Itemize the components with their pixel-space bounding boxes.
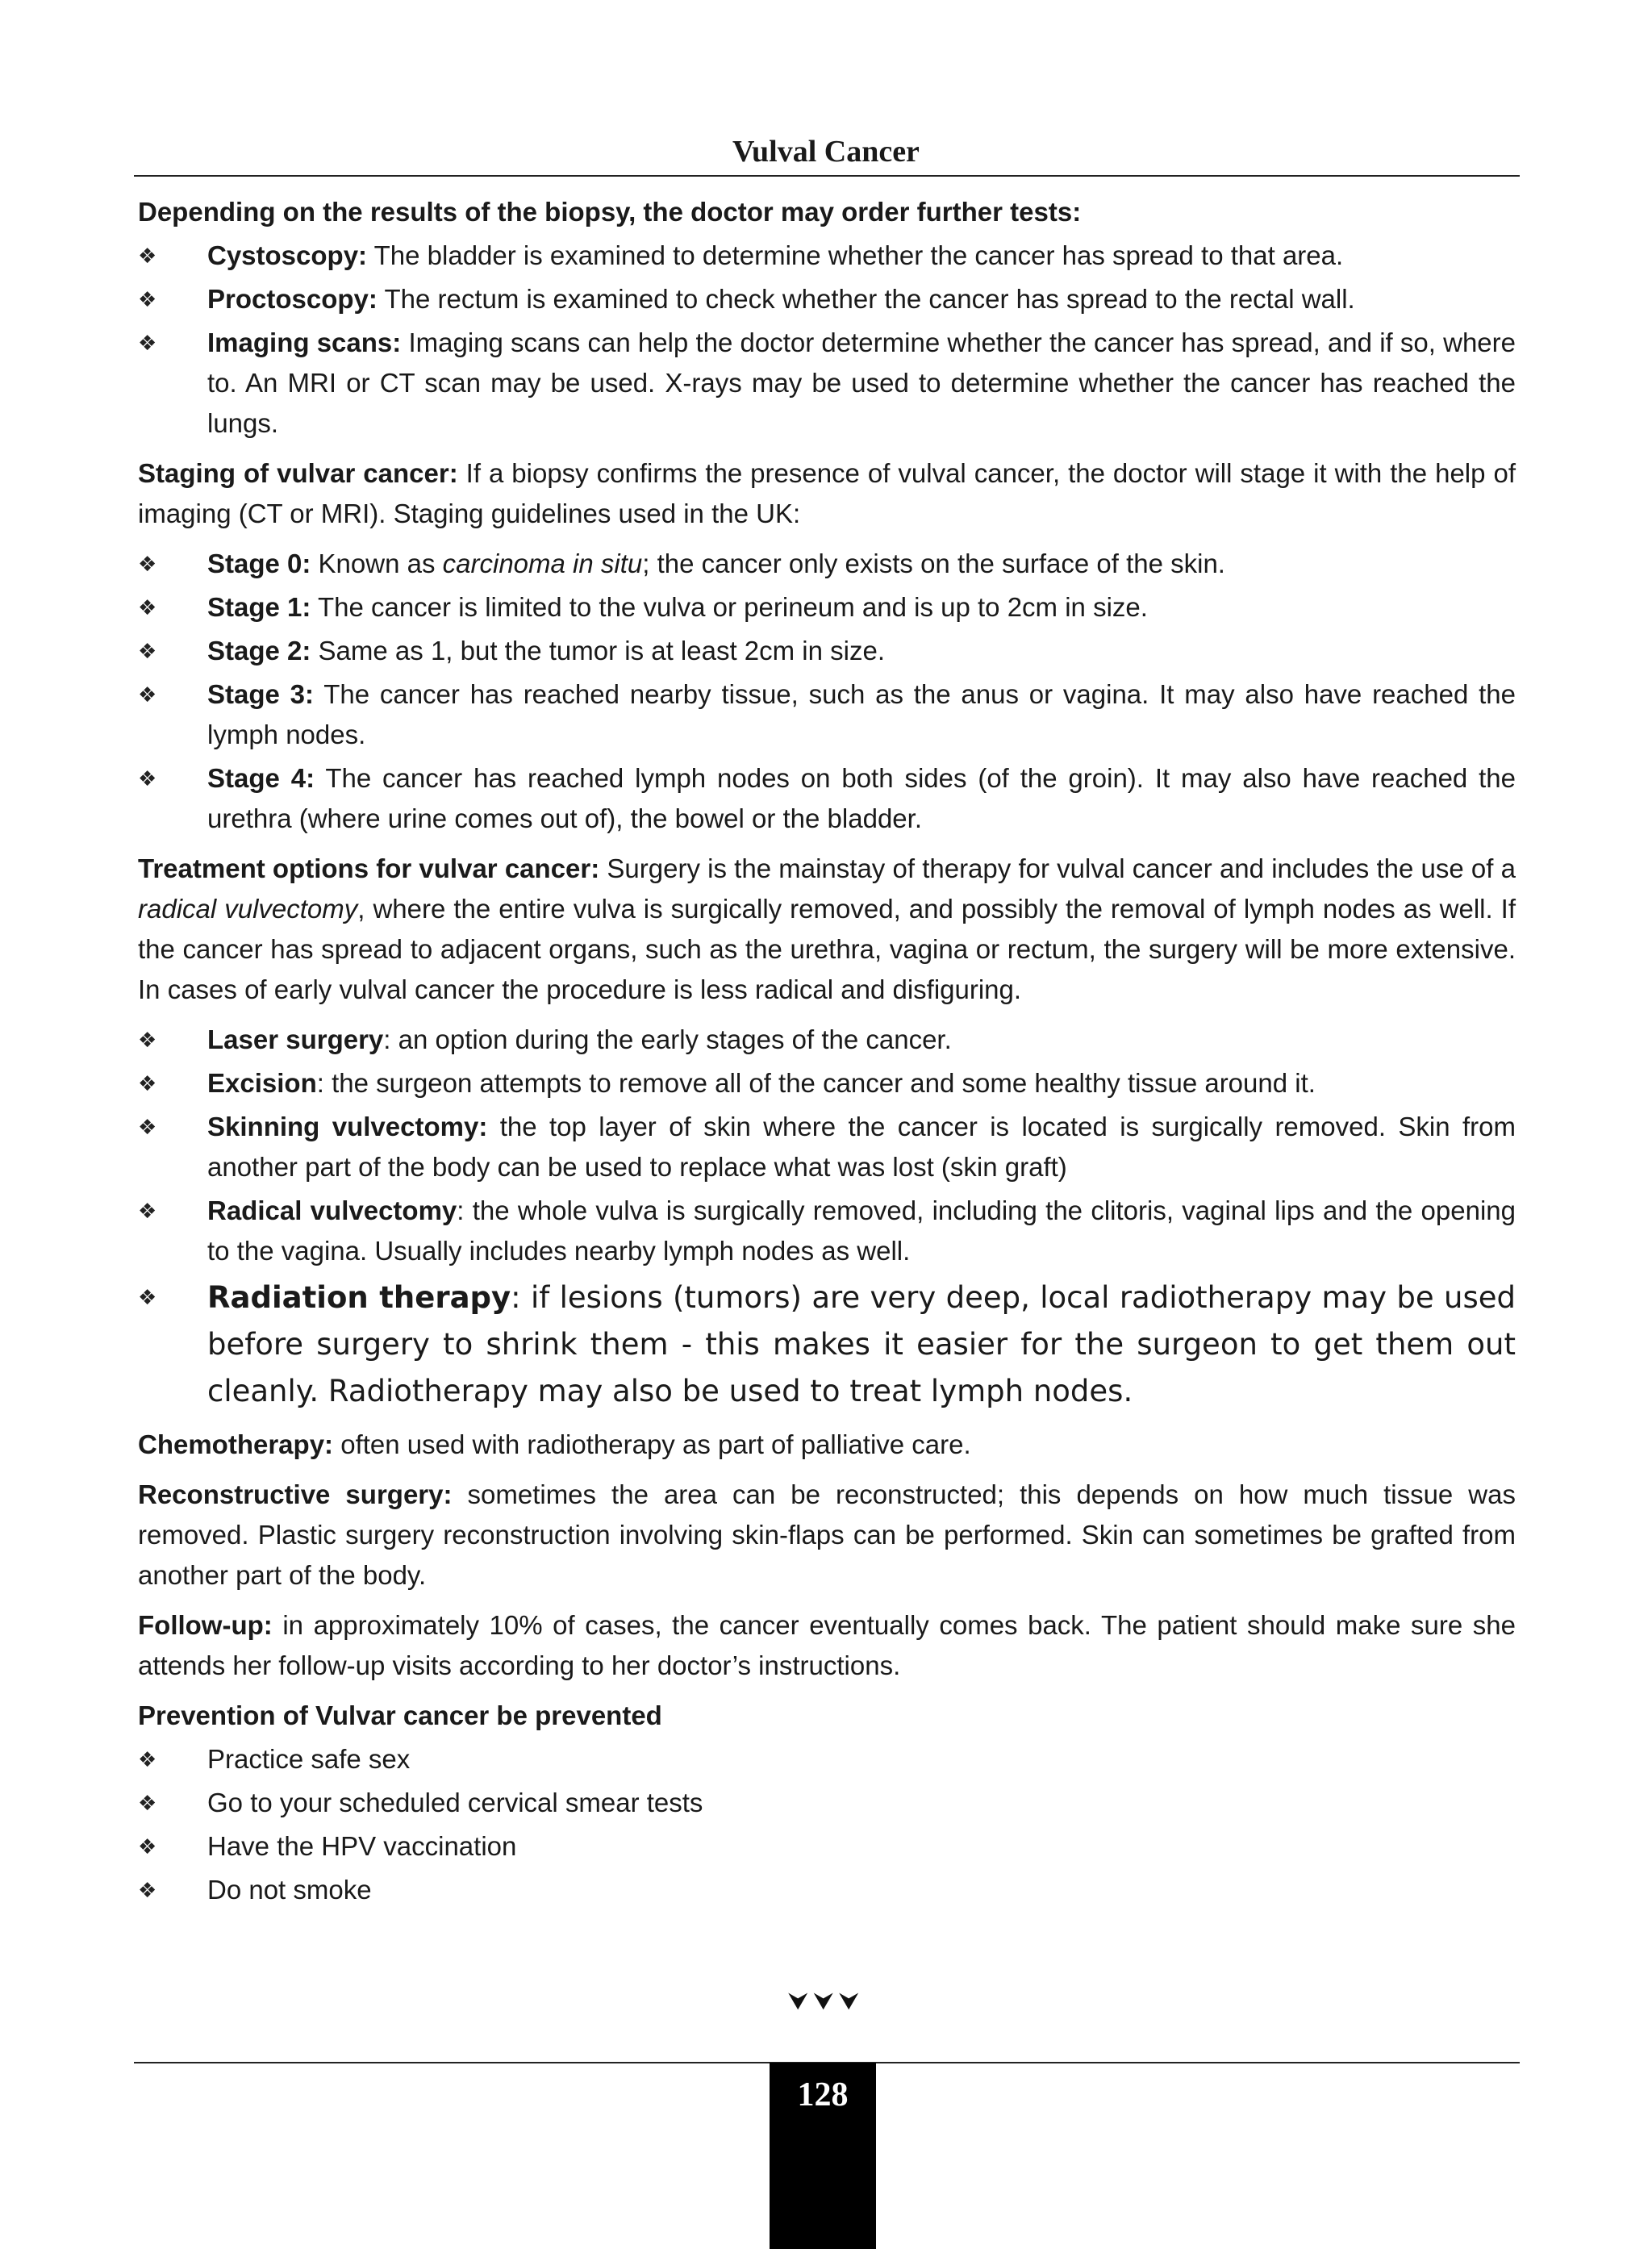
- list-item: ❖ Cystoscopy: The bladder is examined to determine whether the cancer has spread to that area.: [138, 236, 1516, 276]
- list-item: ❖ Excision: the surgeon attempts to remove all of the cancer and some healthy tissue around it.: [138, 1063, 1516, 1104]
- list-item: ❖ Imaging scans: Imaging scans can help the doctor determine whether the cancer has spread, and if so, where to. An MRI or CT scan may be used. X-rays may be used to determine whether the cancer has reached the lungs.: [138, 323, 1516, 444]
- diamond-bullet-icon: ❖: [138, 1834, 157, 1859]
- diamond-bullet-icon: ❖: [138, 766, 157, 791]
- running-header-title: Vulval Cancer: [732, 135, 920, 169]
- diamond-bullet-icon: ❖: [138, 287, 157, 311]
- list-item: ❖ Radiation therapy: if lesions (tumors) are very deep, local radiotherapy may be used before surgery to shrink them - this makes it easier for the surgeon to get them out cleanly. Radiotherapy may also be used to treat lymph nodes.: [138, 1275, 1516, 1415]
- list-item: ❖ Stage 0: Known as carcinoma in situ; the cancer only exists on the surface of the skin.: [138, 544, 1516, 584]
- page-number-tab: [770, 2063, 876, 2249]
- diamond-bullet-icon: ❖: [138, 1028, 157, 1052]
- prevention-list: [138, 1739, 1516, 1910]
- list-item: ❖ Practice safe sex: [138, 1739, 1516, 1780]
- diamond-bullet-icon: ❖: [138, 1071, 157, 1095]
- chemotherapy-paragraph: Chemotherapy: often used with radiotherapy as part of palliative care.: [138, 1429, 971, 1459]
- page-content: [138, 192, 1516, 1920]
- list-item: ❖ Stage 4: The cancer has reached lymph nodes on both sides (of the groin). It may also have reached the urethra (where urine comes out of), the bowel or the bladder.: [138, 758, 1516, 839]
- list-item: ❖ Have the HPV vaccination: [138, 1826, 1516, 1867]
- list-item: ❖ Laser surgery: an option during the early stages of the cancer.: [138, 1020, 1516, 1060]
- followup-paragraph: Follow-up: in approximately 10% of cases, the cancer eventually comes back. The patient should make sure she attends her follow-up visits according to her doctor’s instructions.: [138, 1610, 1516, 1680]
- list-item: ❖ Stage 2: Same as 1, but the tumor is at least 2cm in size.: [138, 631, 1516, 671]
- list-item: ❖ Go to your scheduled cervical smear tests: [138, 1783, 1516, 1823]
- staging-paragraph: Staging of vulvar cancer: If a biopsy confirms the presence of vulval cancer, the doctor will stage it with the help of imaging (CT or MRI). Staging guidelines used in the UK:: [138, 458, 1516, 528]
- diamond-bullet-icon: ❖: [138, 1747, 157, 1771]
- diamond-bullet-icon: ❖: [138, 639, 157, 663]
- tests-list: [138, 236, 1516, 444]
- diamond-bullet-icon: ❖: [138, 1286, 157, 1310]
- diamond-bullet-icon: ❖: [138, 244, 157, 268]
- diamond-bullet-icon: ❖: [138, 1791, 157, 1815]
- diamond-bullet-icon: ❖: [138, 1199, 157, 1223]
- list-item: ❖ Do not smoke: [138, 1870, 1516, 1910]
- section-end-ornament-icon: ⮟⮟⮟: [787, 1988, 865, 2015]
- prevention-heading: Prevention of Vulvar cancer be prevented: [138, 1700, 662, 1730]
- diamond-bullet-icon: ❖: [138, 552, 157, 576]
- diamond-bullet-icon: ❖: [138, 331, 157, 355]
- diamond-bullet-icon: ❖: [138, 1115, 157, 1139]
- list-item: ❖ Proctoscopy: The rectum is examined to check whether the cancer has spread to the rectal wall.: [138, 279, 1516, 319]
- diamond-bullet-icon: ❖: [138, 1878, 157, 1902]
- stages-list: [138, 544, 1516, 839]
- treatment-options-list: [138, 1020, 1516, 1415]
- intro-heading: Depending on the results of the biopsy, the doctor may order further tests:: [138, 197, 1082, 227]
- header-rule: [134, 175, 1520, 177]
- list-item: ❖ Stage 3: The cancer has reached nearby tissue, such as the anus or vagina. It may also have reached the lymph nodes.: [138, 674, 1516, 755]
- diamond-bullet-icon: ❖: [138, 682, 157, 707]
- diamond-bullet-icon: ❖: [138, 595, 157, 620]
- list-item: ❖ Skinning vulvectomy: the top layer of skin where the cancer is located is surgically removed. Skin from another part of the body can be used to replace what was lost (skin graft): [138, 1107, 1516, 1187]
- page-number: 128: [797, 2076, 849, 2113]
- reconstructive-paragraph: Reconstructive surgery: sometimes the area can be reconstructed; this depends on how much tissue was removed. Plastic surgery reconstruction involving skin-flaps can be performed. Skin can sometimes be grafted from another part of the body.: [138, 1479, 1516, 1590]
- list-item: ❖ Stage 1: The cancer is limited to the vulva or perineum and is up to 2cm in size.: [138, 587, 1516, 628]
- list-item: ❖ Radical vulvectomy: the whole vulva is surgically removed, including the clitoris, vaginal lips and the opening to the vagina. Usually includes nearby lymph nodes as well.: [138, 1191, 1516, 1271]
- treatment-paragraph: Treatment options for vulvar cancer: Surgery is the mainstay of therapy for vulval cancer and includes the use of a radical vulvectomy, where the entire vulva is surgically removed, and possibly the removal of lymph nodes as well. If the cancer has spread to adjacent organs, such as the urethra, vagina or rectum, the surgery will be more extensive. In cases of early vulval cancer the procedure is less radical and disfiguring.: [138, 853, 1516, 1004]
